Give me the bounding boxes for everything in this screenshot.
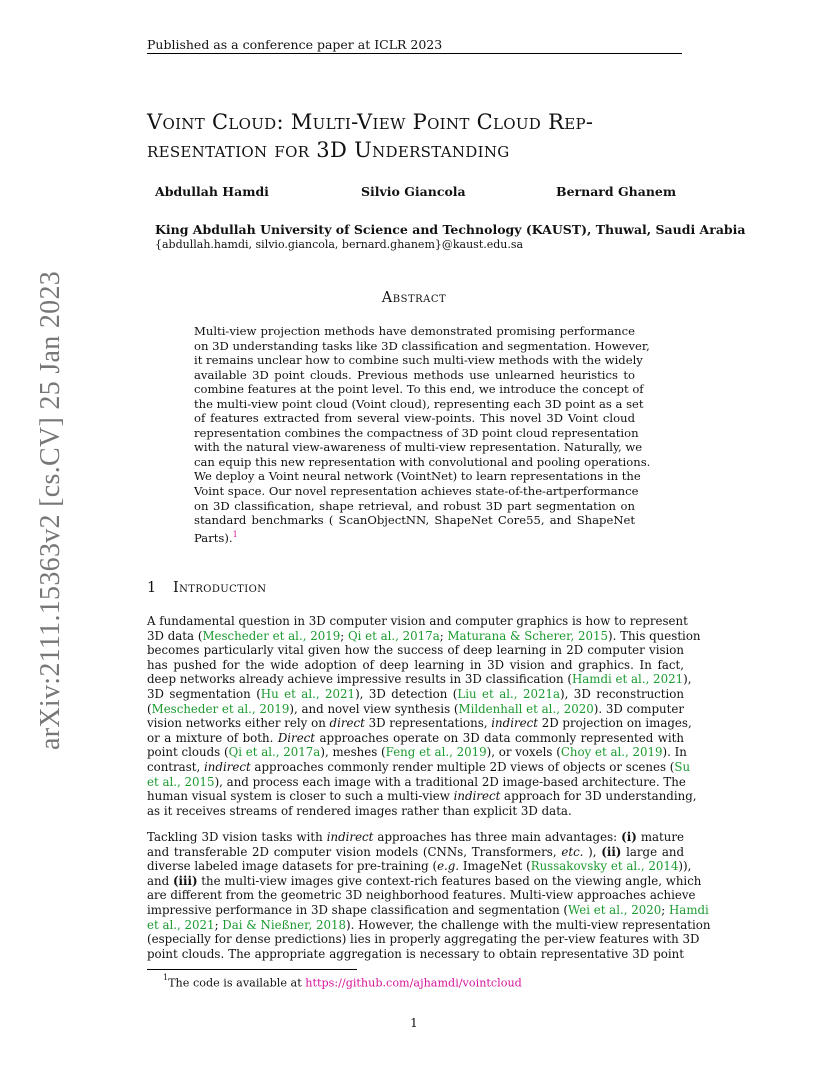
page-number: 1 <box>410 1016 418 1030</box>
abstract-line: can equip this new representation with convolutional and pooling operations. <box>194 454 651 469</box>
text-line: 3D segmentation (Hu et al., 2021), 3D detection (Liu et al., 2021a), 3D reconstruction <box>147 686 684 701</box>
citation-link[interactable]: et al., 2021 <box>147 917 215 932</box>
citation-link[interactable]: Mescheder et al., 2019 <box>151 701 290 716</box>
text-line: vision networks either rely on direct 3D representations, indirect 2D projection on images, <box>147 716 692 731</box>
footnote-rule <box>147 969 357 970</box>
list-marker: (i) <box>621 830 637 844</box>
emphasis: indirect <box>326 830 374 844</box>
abstract-line: on 3D classification, shape retrieval, and robust 3D part segmentation on <box>194 498 635 513</box>
abstract-line: Voint space. Our novel representation achieves state-of-the-artperformance <box>194 484 639 499</box>
emphasis: etc. <box>561 844 584 859</box>
citation-link[interactable]: Hamdi et al., 2021 <box>571 672 684 687</box>
citation-link[interactable]: Hu et al., 2021 <box>260 686 356 701</box>
author-2: Silvio Giancola <box>361 184 466 199</box>
citation-link[interactable]: Wei et al., 2020 <box>568 902 662 917</box>
emphasis: indirect <box>453 789 501 804</box>
citation-link[interactable]: Mildenhall et al., 2020 <box>458 701 594 716</box>
emphasis: e.g. <box>437 859 460 874</box>
text-line: or a mixture of both. Direct approaches operate on 3D data commonly represented with <box>147 730 684 745</box>
intro-paragraph-2 <box>147 830 711 961</box>
text-line: are different from the geometric 3D neighborhood features. Multi-view approaches achieve <box>147 888 696 903</box>
citation-link[interactable]: Qi et al., 2017a <box>347 628 440 643</box>
citation-link[interactable]: Liu et al., 2021a <box>457 686 561 701</box>
abstract-line: We deploy a Voint neural network (VointNet) to learn representations in the <box>194 469 641 484</box>
text-line: becomes particularly vital given how the success of deep learning in 2D computer vision <box>147 643 684 658</box>
text-line: (Mescheder et al., 2019), and novel view synthesis (Mildenhall et al., 2020). 3D computer <box>147 701 684 716</box>
text-line: point clouds. The appropriate aggregation is necessary to obtain representative 3D point <box>147 946 684 961</box>
abstract-body <box>194 324 651 545</box>
section-number: 1 <box>147 580 157 596</box>
abstract-line: representation combines the compactness of 3D point cloud representation <box>194 425 639 440</box>
intro-paragraph-1 <box>147 614 701 818</box>
text-line: et al., 2021; Dai & Nießner, 2018). However, the challenge with the multi-view representation <box>147 917 711 932</box>
author-emails: {abdullah.hamdi, silvio.giancola, bernard.ghanem}@kaust.edu.sa <box>155 238 524 251</box>
title-line-2: resentation for 3D Understanding <box>147 138 510 162</box>
emphasis: indirect <box>491 716 538 731</box>
text-line: point clouds (Qi et al., 2017a), meshes (Feng et al., 2019), or voxels (Choy et al., 2019). In <box>147 745 687 760</box>
author-1: Abdullah Hamdi <box>155 184 269 199</box>
header-rule <box>147 53 682 54</box>
list-marker: (iii) <box>172 873 198 888</box>
citation-link[interactable]: Hamdi <box>669 902 709 917</box>
abstract-line: it remains unclear how to combine such multi-view methods with the widely <box>194 353 643 368</box>
citation-link[interactable]: et al., 2015 <box>147 774 215 789</box>
text-line: (especially for dense predictions) lies in properly aggregating the per-view features with 3D <box>147 932 700 947</box>
text-line: A fundamental question in 3D computer vision and computer graphics is how to represent <box>147 614 688 628</box>
section-title: Introduction <box>173 580 267 596</box>
abstract-line: of features extracted from several view-points. This novel 3D Voint cloud <box>194 411 635 426</box>
text-line: human visual system is closer to such a multi-view indirect approach for 3D understanding, <box>147 789 697 804</box>
citation-link[interactable]: Dai & Nießner, 2018 <box>222 917 346 932</box>
abstract-line: the multi-view point cloud (Voint cloud), representing each 3D point as a set <box>194 396 644 411</box>
abstract-line: Multi-view projection methods have demonstrated promising performance <box>194 324 635 338</box>
citation-link[interactable]: Mescheder et al., 2019 <box>202 628 341 643</box>
footnote <box>163 975 522 990</box>
citation-link[interactable]: Choy et al., 2019 <box>560 745 663 760</box>
text-line: deep networks already achieve impressive results in 3D classification (Hamdi et al., 2021), <box>147 672 692 687</box>
title-line-1: Voint Cloud: Multi-View Point Cloud Rep- <box>147 110 594 134</box>
text-line: contrast, indirect approaches commonly render multiple 2D views of objects or scenes (Su <box>147 759 691 774</box>
arxiv-stamp: arXiv:2111.15363v2 [cs.CV] 25 Jan 2023 <box>35 270 66 750</box>
text-line: 3D data (Mescheder et al., 2019; Qi et al., 2017a; Maturana & Scherer, 2015). This question <box>147 628 701 643</box>
list-marker: (ii) <box>601 844 622 859</box>
abstract-line: on 3D understanding tasks like 3D classification and segmentation. However, <box>194 338 650 353</box>
citation-link[interactable]: Qi et al., 2017a <box>228 745 321 760</box>
emphasis: Direct <box>277 730 316 745</box>
text-line: impressive performance in 3D shape classification and segmentation (Wei et al., 2020; Hamdi <box>147 902 709 917</box>
citation-link[interactable]: Feng et al., 2019 <box>385 745 487 760</box>
text-line: Tackling 3D vision tasks with indirect approaches has three main advantages: (i) mature <box>147 830 684 844</box>
footnote-text: The code is available at <box>168 976 306 990</box>
text-line: and (iii) the multi-view images give context-rich features based on the viewing angle, which <box>147 873 702 888</box>
code-link[interactable]: https://github.com/ajhamdi/vointcloud <box>305 976 522 990</box>
abstract-heading: Abstract <box>381 290 447 306</box>
footnote-ref[interactable]: 1 <box>232 529 238 539</box>
abstract-line: standard benchmarks ( ScanObjectNN, ShapeNet Core55, and ShapeNet <box>194 513 635 528</box>
text-line: et al., 2015), and process each image with a traditional 2D image-based architecture. The <box>147 774 686 789</box>
running-header: Published as a conference paper at ICLR 2023 <box>147 37 443 52</box>
abstract-line: available 3D point clouds. Previous methods use unlearned heuristics to <box>194 367 635 382</box>
text-line: as it receives streams of rendered images rather than explicit 3D data. <box>147 803 572 818</box>
affiliation: King Abdullah University of Science and Technology (KAUST), Thuwal, Saudi Arabia <box>155 222 746 237</box>
footnote-mark: 1 <box>163 973 169 982</box>
citation-link[interactable]: Su <box>674 759 691 774</box>
emphasis: indirect <box>204 759 251 774</box>
abstract-line: combine features at the point level. To this end, we introduce the concept of <box>194 382 644 397</box>
emphasis: direct <box>329 716 365 731</box>
text-line: has pushed for the wide adoption of deep learning in 3D vision and graphics. In fact, <box>147 657 684 672</box>
abstract-line: Parts).$^1$ <box>194 529 238 545</box>
text-line: diverse labeled image datasets for pre-training (e.g. ImageNet (Russakovsky et al., 2014)), <box>147 859 692 874</box>
abstract-line: with the natural view-awareness of multi-view representation. Naturally, we <box>194 440 643 455</box>
section-heading <box>147 580 266 596</box>
text-line: and transferable 2D computer vision models (CNNs, Transformers, etc. ), (ii) large and <box>147 844 684 859</box>
citation-link[interactable]: Maturana & Scherer, 2015 <box>447 628 608 643</box>
author-3: Bernard Ghanem <box>556 184 677 199</box>
citation-link[interactable]: Russakovsky et al., 2014 <box>530 859 679 874</box>
paper-title <box>147 108 707 164</box>
